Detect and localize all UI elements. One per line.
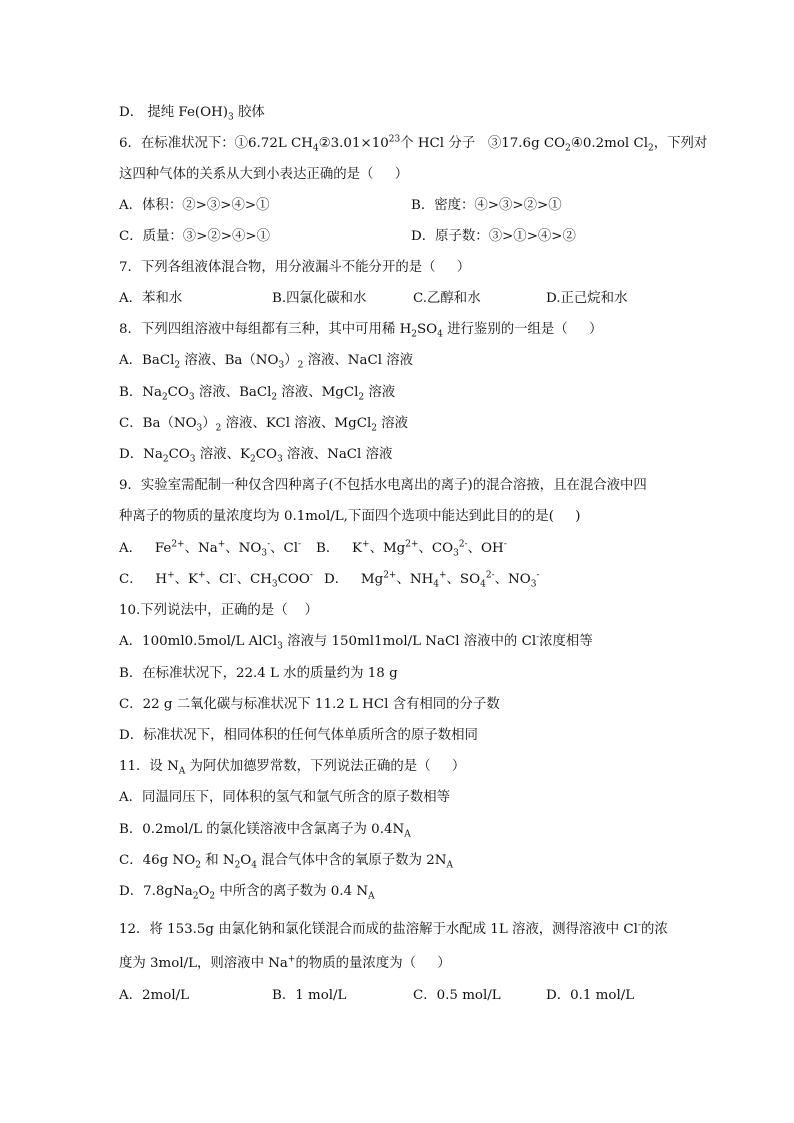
q7-option-a: A．苯和水 xyxy=(119,291,183,306)
q7-stem: 7．下列各组液体混合物，用分液漏斗不能分开的是（ ） xyxy=(119,260,471,275)
q6-option-a: A．体积：②>③>④>① xyxy=(119,198,270,213)
q6-option-d: D．原子数：③>①>④>② xyxy=(411,229,576,244)
q11-option-c: C．46g $NO_2$ 和 $N_2O_4$ 混合气体中含的氧原子数为 $2N_A$ xyxy=(119,853,453,871)
q8-option-a: A．BaCl$_2$ 溶液、$Ba(NO_3)_2$ 溶液、NaCl 溶液 xyxy=(119,353,414,371)
q10-stem: 10.下列说法中，正确的是（ ） xyxy=(119,603,319,618)
q9-option-d: D． $Mg^{2+}$、$NH_4^+$、$SO_4^{2-}$、$NO_3^-$ xyxy=(324,570,540,590)
q5-option-d: D． 提纯 $Fe(OH)_3$ 胶体 xyxy=(119,105,265,123)
q6-option-b: B．密度：④>③>②>① xyxy=(411,198,562,213)
q6-stem-line1: 6．在标准状况下：①6.72L $CH_4②3.01\times 10^{23}$个 HCl 分子 ③17.6g $CO_2④0.2mol$ $Cl_2$，下列对 xyxy=(119,134,708,154)
q10-option-b: B．在标准状况下，22.4 L 水的质量约为 18 g xyxy=(119,666,398,681)
q8-option-c: C．$Ba(NO_3)_2$ 溶液、KCl 溶液、MgCl$_2$ 溶液 xyxy=(119,416,409,434)
q9-option-b: B． K+、$Mg^{2+}$、$CO_3^{2-}$、OH- xyxy=(316,539,507,559)
q12-option-d: D．0.1 mol/L xyxy=(546,988,635,1003)
q8-option-b: B．$Na_2CO_3$ 溶液、BaCl$_2$ 溶液、MgCl$_2$ 溶液 xyxy=(119,385,396,403)
q12-stem-line2: 度为 3mol/L，则溶液中 Na+的物质的量浓度为（ ） xyxy=(119,954,451,971)
q12-option-b: B．1 mol/L xyxy=(272,988,347,1003)
q9-option-c: C． H+、K+、Cl-、$CH_3COO^-$ xyxy=(119,570,313,590)
q9-option-a: A． $Fe^{2+}$、Na+、$NO_3^-$、Cl- xyxy=(119,539,302,559)
q10-option-c: C．22 g 二氧化碳与标准状况下 11.2 L HCl 含有相同的分子数 xyxy=(119,697,500,712)
q8-stem: 8．下列四组溶液中每组都有三种，其中可用稀 $H_2SO_4$ 进行鉴别的一组是（ ） xyxy=(119,322,603,340)
q7-option-d: D.正己烷和水 xyxy=(546,291,628,306)
q12-stem-line1: 12．将 153.5g 由氯化钠和氯化镁混合而成的盐溶解于水配成 1L 溶液，测得溶液中 Cl-的浓 xyxy=(119,920,668,937)
q11-stem: 11．设 $N_A$ 为阿伏加德罗常数，下列说法正确的是（ ） xyxy=(119,759,466,777)
q9-stem-line1: 9．实验室需配制一种仅含四种离子(不包括水电离出的离子)的混合溶掖，且在混合液中四 xyxy=(119,478,647,493)
q6-option-c: C．质量：③>②>④>① xyxy=(119,229,271,244)
q12-option-a: A．2mol/L xyxy=(119,988,190,1003)
q11-option-a: A．同温同压下，同体积的氢气和氩气所含的原子数相等 xyxy=(119,790,451,805)
q8-option-d: D．$Na_2CO_3$ 溶液、$K_2CO_3$ 溶液、NaCl 溶液 xyxy=(119,447,393,465)
q10-option-a: A．100ml0.5mol/L AlCl$_3$ 溶液与 150ml1mol/L NaCl 溶液中的 Cl-浓度相等 xyxy=(119,632,593,652)
q7-option-c: C.乙醇和水 xyxy=(413,291,481,306)
q7-option-b: B.四氯化碳和水 xyxy=(272,291,367,306)
q6-stem-line2: 这四种气体的关系从大到小表达正确的是（ ） xyxy=(119,167,409,182)
q11-option-d: D．$7.8gNa_2O_2$ 中所含的离子数为 0.4 $N_A$ xyxy=(119,884,375,902)
q9-stem-line2: 种离子的物质的量浓度均为 0.1mol/L,下面四个选项中能达到此目的的是( ) xyxy=(119,509,581,524)
q12-option-c: C．0.5 mol/L xyxy=(413,988,501,1003)
q11-option-b: B．0.2mol/L 的氯化镁溶液中含氯离子为 $0.4N_A$ xyxy=(119,822,411,840)
q10-option-d: D．标准状况下，相同体积的任何气体单质所含的原子数相同 xyxy=(119,728,478,743)
